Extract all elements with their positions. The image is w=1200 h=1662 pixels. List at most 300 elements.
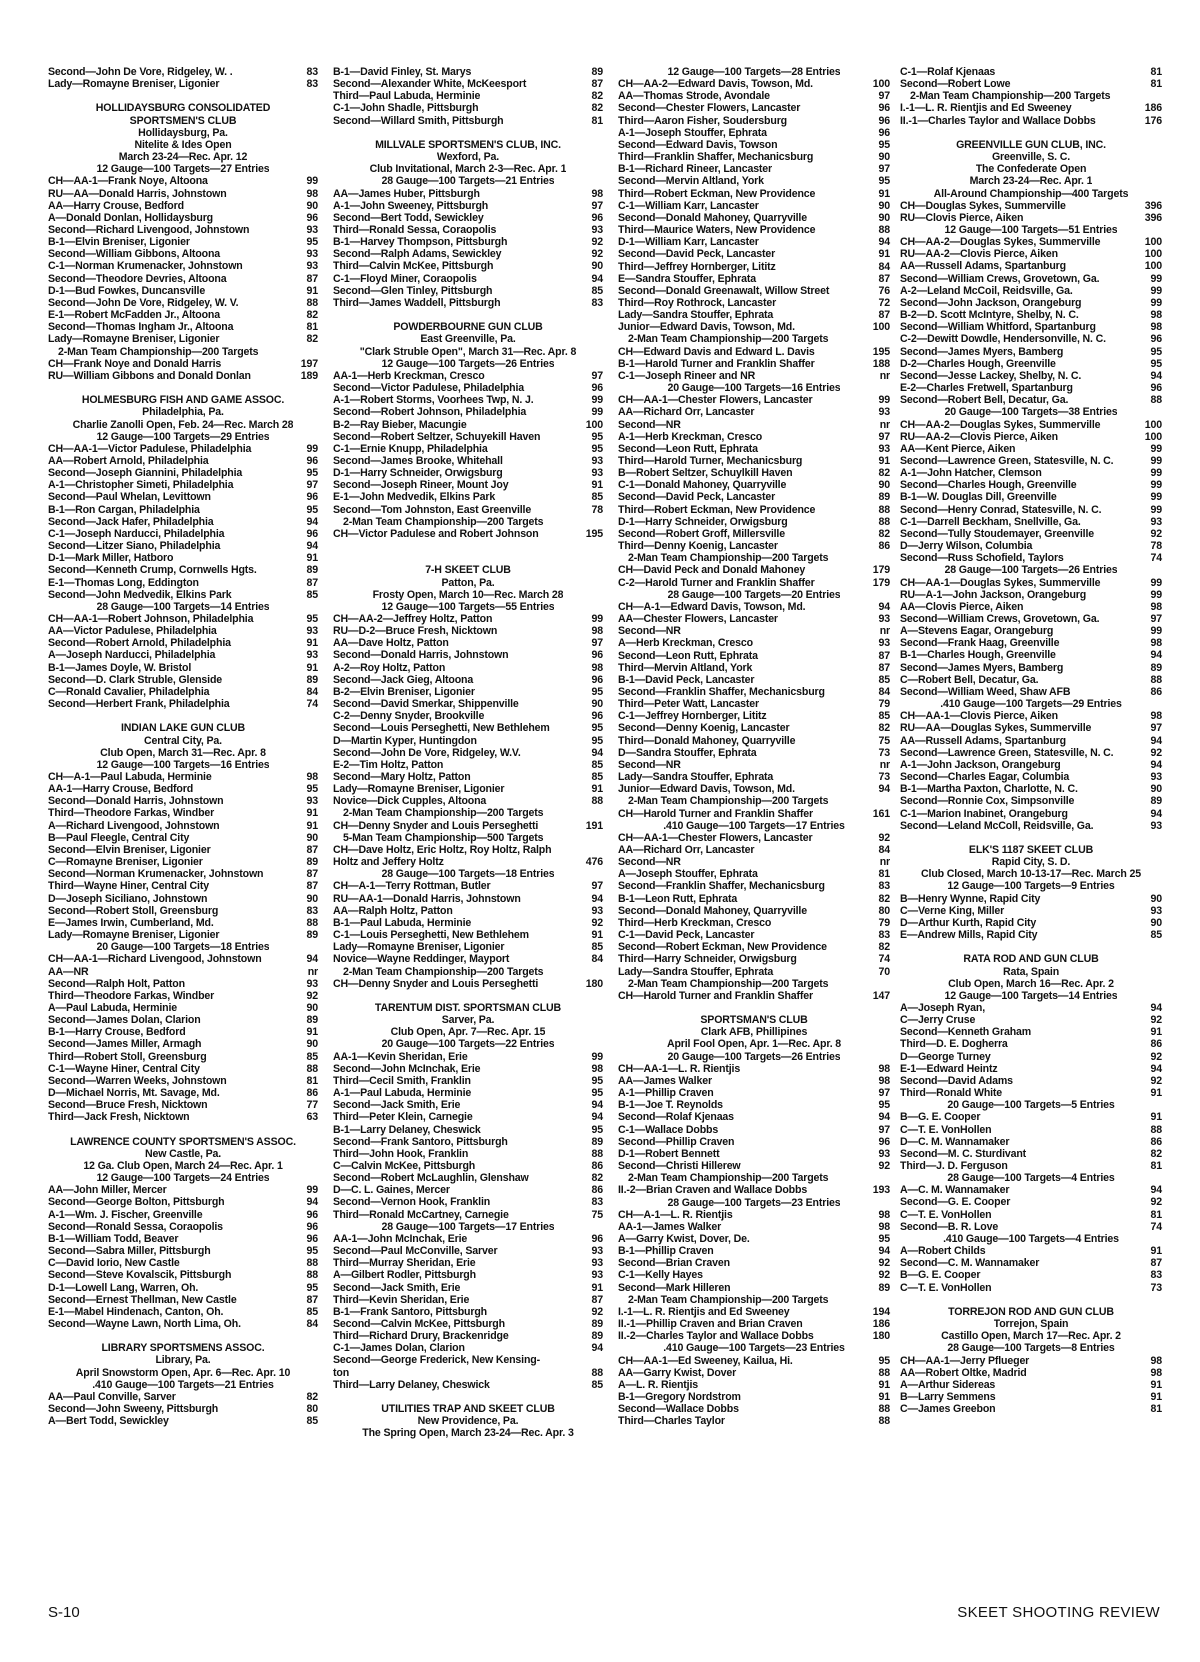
result-line	[333, 248, 603, 260]
result-line	[900, 1160, 1162, 1172]
shooter-entry: RU—William Gibbons and Donald Donlan	[48, 369, 251, 382]
score: 94	[306, 953, 318, 966]
score: 197	[300, 357, 318, 370]
shooter-entry: Second—Willard Smith, Pittsburgh	[333, 114, 504, 127]
shooter-entry: Second—Robert Groff, Millersville	[618, 527, 785, 540]
heading-text: 28 Gauge—100 Targets—26 Entries	[944, 564, 1118, 577]
result-line	[618, 1257, 890, 1269]
shooter-entry: Third—Ronald McCartney, Carnegie	[333, 1208, 509, 1221]
result-line	[900, 1124, 1162, 1136]
result-line	[48, 613, 318, 625]
spacer	[333, 127, 603, 139]
subheading-text: 2-Man Team Championship—200 Targets	[628, 1172, 829, 1185]
result-line	[333, 78, 603, 90]
subheading-text: 2-Man Team Championship—200 Targets	[628, 552, 829, 565]
result-line	[618, 248, 890, 260]
result-line	[618, 297, 890, 309]
result-line	[48, 637, 318, 649]
score: 63	[306, 1111, 318, 1124]
heading-text: Castillo Open, March 17—Rec. Apr. 2	[941, 1330, 1121, 1343]
score: 91	[591, 783, 603, 796]
score: 87	[306, 1293, 318, 1306]
shooter-entry: RU—Clovis Pierce, Aiken	[900, 211, 1024, 224]
score: 74	[306, 698, 318, 711]
result-line	[48, 333, 318, 345]
result-line	[48, 309, 318, 321]
shooter-entry: A-2—Leland McCoil, Reidsville, Ga.	[900, 284, 1073, 297]
shooter-entry: Second—Lawrence Green, Statesville, N. C.	[900, 746, 1114, 759]
score: 93	[591, 1257, 603, 1270]
team-subheading	[48, 346, 318, 358]
shooter-entry: Second—Frank Santoro, Pittsburgh	[333, 1135, 508, 1148]
section-heading	[900, 139, 1162, 151]
shooter-entry: C—Ronald Cavalier, Philadelphia	[48, 685, 210, 698]
score: 88	[1150, 1123, 1162, 1136]
score: 93	[306, 649, 318, 662]
score: 88	[591, 795, 603, 808]
result-line	[900, 917, 1162, 929]
score: 96	[306, 1208, 318, 1221]
result-line	[900, 686, 1162, 698]
result-line	[900, 516, 1162, 528]
section-heading	[333, 577, 603, 589]
result-line	[618, 212, 890, 224]
shooter-entry: Lady—Romayne Breniser, Ligonier	[333, 783, 505, 796]
shooter-entry: Second—Franklin Shaffer, Mechanicsburg	[618, 685, 825, 698]
shooter-entry: AA—Russell Adams, Spartanburg	[900, 260, 1066, 273]
shooter-entry: B-1—Harry Crouse, Bedford	[48, 1026, 186, 1039]
shooter-entry: Second—Alexander White, McKeesport	[333, 78, 527, 91]
score: 93	[1150, 771, 1162, 784]
result-line	[333, 467, 603, 479]
score: 90	[1150, 916, 1162, 929]
heading-text: 20 Gauge—100 Targets—16 Entries	[667, 382, 841, 395]
section-heading	[48, 431, 318, 443]
score: 93	[591, 1245, 603, 1258]
result-line	[48, 1306, 318, 1318]
score: 90	[591, 698, 603, 711]
score: 396	[1144, 199, 1162, 212]
shooter-entry: A-1—Christopher Simeti, Philadelphia	[48, 479, 234, 492]
result-line	[333, 394, 603, 406]
section-heading	[900, 868, 1162, 880]
result-line	[48, 880, 318, 892]
shooter-entry: RU—A-1—John Jackson, Orangeburg	[900, 588, 1087, 601]
score: 90	[306, 199, 318, 212]
shooter-entry: Junior—Edward Davis, Towson, Md.	[618, 783, 795, 796]
shooter-entry: Second—Edward Davis, Towson	[618, 138, 778, 151]
score: 88	[306, 916, 318, 929]
result-line	[333, 1282, 603, 1294]
result-line	[333, 905, 603, 917]
result-line	[48, 1087, 318, 1099]
result-line	[900, 443, 1162, 455]
score: 193	[872, 1184, 890, 1197]
result-line	[618, 504, 890, 516]
shooter-entry: Third—Robert Eckman, New Providence	[618, 187, 816, 200]
result-line	[900, 710, 1162, 722]
team-subheading	[618, 333, 890, 345]
result-line	[900, 637, 1162, 649]
score: 91	[306, 552, 318, 565]
shooter-entry: E—James Irwin, Cumberland, Md.	[48, 916, 214, 929]
score: 92	[1150, 1196, 1162, 1209]
score: 99	[591, 406, 603, 419]
score: 476	[585, 856, 603, 869]
score: 84	[591, 953, 603, 966]
section-heading	[333, 868, 603, 880]
score: 98	[1150, 309, 1162, 322]
section-heading	[333, 139, 603, 151]
section-heading	[48, 601, 318, 613]
result-line	[900, 735, 1162, 747]
result-line	[618, 479, 890, 491]
result-line	[618, 893, 890, 905]
heading-text: .410 Gauge—100 Targets—21 Entries	[92, 1378, 274, 1391]
result-line	[48, 260, 318, 272]
result-line	[618, 540, 890, 552]
shooter-entry: A—Richard Livengood, Johnstown	[48, 819, 220, 832]
shooter-entry: CH—AA-1—L. R. Rientjis	[618, 1062, 741, 1075]
shooter-entry: II.-2—Charles Taylor and Wallace Dobbs	[618, 1330, 814, 1343]
result-line	[48, 1245, 318, 1257]
score: 74	[878, 953, 890, 966]
shooter-entry: Second—Robert Seltzer, Schuyekill Haven	[333, 430, 541, 443]
score: 91	[1150, 1026, 1162, 1039]
result-line	[333, 1354, 603, 1366]
shooter-entry: D—C. L. Gaines, Mercer	[333, 1184, 450, 1197]
result-line	[333, 1172, 603, 1184]
result-line	[618, 953, 890, 965]
shooter-entry: II.-1—Charles Taylor and Wallace Dobbs	[900, 114, 1096, 127]
shooter-entry: Second—John Sweeny, Pittsburgh	[48, 1403, 219, 1416]
shooter-entry: ton	[333, 1366, 350, 1379]
score: 92	[591, 236, 603, 249]
result-line	[618, 163, 890, 175]
shooter-entry: C-2—Denny Snyder, Brookville	[333, 710, 485, 723]
result-line	[333, 1111, 603, 1123]
shooter-entry: AA—Kent Pierce, Aiken	[900, 442, 1016, 455]
subheading-text: 2-Man Team Championship—200 Targets	[628, 795, 829, 808]
section-heading	[333, 151, 603, 163]
score: 91	[878, 187, 890, 200]
result-line	[618, 735, 890, 747]
score: 94	[1150, 807, 1162, 820]
score: 94	[591, 746, 603, 759]
shooter-entry: Third—Theodore Farkas, Windber	[48, 989, 215, 1002]
result-line	[900, 479, 1162, 491]
section-heading	[900, 1330, 1162, 1342]
shooter-entry: Second—Elvin Breniser, Ligonier	[48, 843, 211, 856]
result-line	[48, 66, 318, 78]
score: 73	[878, 771, 890, 784]
section-heading	[900, 1342, 1162, 1354]
shooter-entry: CH—Denny Snyder and Louis Perseghetti	[333, 977, 539, 990]
shooter-entry: A-1—John Jackson, Orangeburg	[900, 758, 1061, 771]
score: 84	[306, 1318, 318, 1331]
shooter-entry: E-1—Thomas Long, Eddington	[48, 576, 199, 589]
shooter-entry: Second—William Weed, Shaw AFB	[900, 685, 1071, 698]
score: 99	[1150, 442, 1162, 455]
result-line	[48, 686, 318, 698]
score: 92	[1150, 1014, 1162, 1027]
shooter-entry: CH—Denny Snyder and Louis Perseghetti	[333, 819, 539, 832]
score: 79	[878, 916, 890, 929]
subheading-text: 2-Man Team Championship—200 Targets	[628, 1293, 829, 1306]
score: 100	[1144, 430, 1162, 443]
shooter-entry: CH—AA-1—Chester Flowers, Lancaster	[618, 831, 813, 844]
shooter-entry: C-2—Dewitt Dowdle, Hendersonville, N. C.	[900, 333, 1106, 346]
result-line	[48, 358, 318, 370]
score: 92	[1150, 527, 1162, 540]
score: 83	[591, 1196, 603, 1209]
shooter-entry: Second—Donald Mahoney, Quarryville	[618, 904, 807, 917]
score: 100	[872, 78, 890, 91]
score: 93	[306, 260, 318, 273]
score: 99	[591, 394, 603, 407]
shooter-entry: Lady—Romayne Breniser, Ligonier	[48, 333, 220, 346]
shooter-entry: B—G. E. Cooper	[900, 1111, 981, 1124]
shooter-entry: A-1—Paul Labuda, Herminie	[333, 1087, 472, 1100]
shooter-entry: Second—David Peck, Lancaster	[618, 491, 776, 504]
shooter-entry: Second—John McInchak, Erie	[333, 1062, 481, 1075]
heading-text: Philadelphia, Pa.	[142, 406, 224, 419]
score: 90	[878, 211, 890, 224]
shooter-entry: Third—Kevin Sheridan, Erie	[333, 1293, 470, 1306]
result-line	[618, 200, 890, 212]
result-line	[900, 613, 1162, 625]
shooter-entry: CH—A-1—Paul Labuda, Herminie	[48, 771, 212, 784]
heading-text: .410 Gauge—100 Targets—4 Entries	[943, 1232, 1119, 1245]
result-line	[618, 1111, 890, 1123]
score: 97	[1150, 722, 1162, 735]
result-line	[333, 66, 603, 78]
shooter-entry: AA—Chester Flowers, Lancaster	[618, 613, 778, 626]
score: 74	[1150, 552, 1162, 565]
score: 88	[1150, 394, 1162, 407]
score: 188	[872, 357, 890, 370]
shooter-entry: A—Herb Kreckman, Cresco	[618, 637, 753, 650]
result-line	[618, 1269, 890, 1281]
result-line	[48, 1111, 318, 1123]
heading-text: New Providence, Pa.	[417, 1415, 519, 1428]
result-line	[900, 771, 1162, 783]
result-line	[900, 601, 1162, 613]
score: 94	[878, 236, 890, 249]
score: 84	[306, 685, 318, 698]
result-line	[48, 1002, 318, 1014]
section-heading	[900, 1233, 1162, 1245]
shooter-entry: D—Martin Kyper, Huntingdon	[333, 734, 477, 747]
shooter-entry: D—Michael Norris, Mt. Savage, Md.	[48, 1087, 220, 1100]
shooter-entry: Second—Rolaf Kjenaas	[618, 1111, 734, 1124]
score: 99	[591, 1050, 603, 1063]
shooter-entry: Second—Jack Hafer, Philadelphia	[48, 515, 214, 528]
result-line	[48, 978, 318, 990]
heading-text: 12 Gauge—100 Targets—55 Entries	[381, 600, 555, 613]
score: 82	[1150, 1147, 1162, 1160]
result-line	[618, 1367, 890, 1379]
shooter-entry: Third—Donald Mahoney, Quarryville	[618, 734, 796, 747]
subheading-text: 2-Man Team Championship—200 Targets	[343, 515, 544, 528]
result-line	[618, 625, 890, 637]
score: 88	[306, 1257, 318, 1270]
result-line	[900, 321, 1162, 333]
result-line	[900, 78, 1162, 90]
shooter-entry: Second—David Peck, Lancaster	[618, 248, 776, 261]
result-line	[618, 467, 890, 479]
shooter-entry: Second—William Crews, Grovetown, Ga.	[900, 272, 1100, 285]
result-line	[333, 1209, 603, 1221]
section-heading	[48, 394, 318, 406]
score: 95	[591, 442, 603, 455]
score: 94	[306, 515, 318, 528]
score: 82	[306, 1390, 318, 1403]
shooter-entry: Second—G. E. Cooper	[900, 1196, 1011, 1209]
score: 195	[585, 527, 603, 540]
section-heading	[900, 188, 1162, 200]
score	[577, 1354, 603, 1366]
shooter-entry: CH—A-1—L. R. Rientjis	[618, 1208, 733, 1221]
score: 89	[306, 673, 318, 686]
shooter-entry: Second—Wallace Dobbs	[618, 1403, 739, 1416]
result-line	[48, 212, 318, 224]
score: 81	[306, 1074, 318, 1087]
shooter-entry: Second—D. Clark Struble, Glenside	[48, 673, 223, 686]
score: 86	[306, 1087, 318, 1100]
score: 96	[878, 126, 890, 139]
score: 96	[878, 114, 890, 127]
result-line	[900, 1367, 1162, 1379]
shooter-entry: D—George Turney	[900, 1050, 991, 1063]
heading-text: 12 Gauge—100 Targets—16 Entries	[96, 758, 270, 771]
score: 100	[1144, 236, 1162, 249]
score: 92	[591, 248, 603, 261]
section-heading	[48, 1354, 318, 1366]
section-heading	[618, 1342, 890, 1354]
score: 99	[1150, 284, 1162, 297]
score: 89	[306, 1014, 318, 1027]
result-line	[48, 662, 318, 674]
score: 85	[591, 771, 603, 783]
team-subheading	[900, 90, 1162, 102]
heading-text: TORREJON ROD AND GUN CLUB	[948, 1305, 1114, 1318]
shooter-entry: Third—Calvin McKee, Pittsburgh	[333, 260, 494, 273]
result-line	[618, 419, 890, 431]
result-line	[900, 1403, 1162, 1415]
heading-text: 28 Gauge—100 Targets—21 Entries	[381, 175, 555, 188]
shooter-entry: CH—AA-2—Jeffrey Holtz, Patton	[333, 612, 493, 625]
shooter-entry: AA—Clovis Pierce, Aiken	[900, 600, 1024, 613]
result-line	[900, 1245, 1162, 1257]
result-line	[333, 856, 603, 868]
score: 89	[306, 564, 318, 577]
shooter-entry: E—Andrew Mills, Rapid City	[900, 929, 1038, 942]
team-subheading	[618, 795, 890, 807]
result-line	[48, 1233, 318, 1245]
score: 90	[306, 1038, 318, 1051]
result-line	[333, 212, 603, 224]
score: 90	[878, 479, 890, 492]
score: 92	[591, 1305, 603, 1318]
score: 91	[878, 248, 890, 261]
score: 80	[306, 1403, 318, 1416]
shooter-entry: C-1—Jeffrey Hornberger, Lititz	[618, 710, 767, 723]
shooter-entry: Third—Aaron Fisher, Soudersburg	[618, 114, 787, 127]
heading-text: Club Open, Apr. 7—Rec. Apr. 15	[390, 1026, 546, 1039]
score: 84	[878, 685, 890, 698]
shooter-entry: Second—Mary Holtz, Patton	[333, 771, 471, 783]
score: 93	[591, 454, 603, 467]
shooter-entry: RU—D-2—Bruce Fresh, Nicktown	[333, 625, 498, 638]
heading-text: Rata, Spain	[1002, 965, 1060, 978]
result-line	[48, 236, 318, 248]
result-line	[618, 370, 890, 382]
shooter-entry: Second—Denny Koenig, Lancaster	[618, 722, 790, 735]
result-line	[48, 540, 318, 552]
result-line	[618, 722, 890, 734]
result-line	[333, 1051, 603, 1063]
shooter-entry: AA-1—Kevin Sheridan, Erie	[333, 1050, 468, 1063]
shooter-entry: Second—Leon Rutt, Ephrata	[618, 442, 758, 455]
shooter-entry: CH—AA-1—Robert Johnson, Philadelphia	[48, 613, 254, 625]
shooter-entry: Second—Louis Perseghetti, New Bethlehem	[333, 722, 550, 735]
score: 92	[1150, 1074, 1162, 1087]
shooter-entry: RU—AA—Douglas Sykes, Summerville	[900, 722, 1092, 735]
score: 92	[306, 989, 318, 1002]
result-line	[333, 625, 603, 637]
shooter-entry: Second—John Jackson, Orangeburg	[900, 296, 1082, 309]
section-heading	[48, 759, 318, 771]
score: 194	[872, 1305, 890, 1318]
shooter-entry: Second—Joseph Giannini, Philadelphia	[48, 467, 243, 480]
shooter-entry: AA—James Huber, Pittsburgh	[333, 187, 480, 200]
heading-text: 20 Gauge—100 Targets—18 Entries	[96, 941, 270, 954]
shooter-entry: CH—AA-1—Chester Flowers, Lancaster	[618, 394, 813, 407]
result-line	[333, 443, 603, 455]
result-line	[48, 1209, 318, 1221]
result-line	[333, 1257, 603, 1269]
shooter-entry: Lady—Sandra Stouffer, Ephrata	[618, 965, 774, 978]
result-line	[48, 1026, 318, 1038]
shooter-entry: A-1—John Sweeney, Pittsburgh	[333, 199, 489, 212]
shooter-entry: CH—Victor Padulese and Robert Johnson	[333, 527, 539, 540]
section-heading	[900, 966, 1162, 978]
score: 96	[306, 211, 318, 224]
heading-text: SPORTSMAN'S CLUB	[700, 1014, 808, 1027]
result-line	[900, 115, 1162, 127]
score: 94	[878, 1111, 890, 1124]
shooter-entry: D-1—Mark Miller, Hatboro	[48, 552, 174, 565]
section-heading	[333, 1427, 603, 1439]
score: 99	[878, 394, 890, 407]
result-line	[900, 1063, 1162, 1075]
score: 89	[591, 1330, 603, 1343]
heading-text: The Confederate Open	[975, 163, 1087, 176]
result-line	[333, 1294, 603, 1306]
result-line	[618, 698, 890, 710]
score: 89	[1150, 661, 1162, 674]
score: 94	[1150, 369, 1162, 382]
score: 89	[1150, 795, 1162, 808]
heading-text: 28 Gauge—100 Targets—4 Entries	[947, 1172, 1115, 1185]
result-line	[900, 1136, 1162, 1148]
shooter-entry: C-1—Floyd Miner, Coraopolis	[333, 272, 477, 285]
shooter-entry: AA—Robert Arnold, Philadelphia	[48, 454, 209, 467]
result-line	[618, 491, 890, 503]
shooter-entry: Lady—Sandra Stouffer, Ephrata	[618, 309, 774, 322]
section-heading	[333, 358, 603, 370]
